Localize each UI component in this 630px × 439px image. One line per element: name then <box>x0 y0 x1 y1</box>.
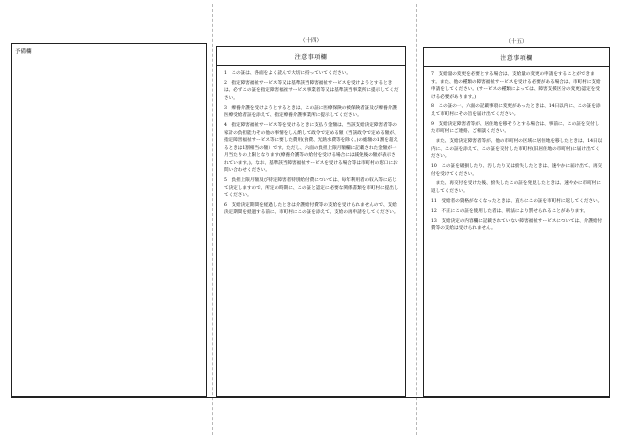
note-item: また、再交付を受けた後、紛失したこの証を発見したときは、速やかに市町村に返してください。 <box>431 181 601 194</box>
memo-panel <box>11 43 207 397</box>
note-item: 8 この証の一、六面の記載事項に変更があったときは、14日以内に、この証を添えて市町村にその旨を届け出てください。 <box>431 104 601 117</box>
note-item: 6 支給決定期間を経過したときは介護給付費等の支給を受けられませんので、支給決定期間を経過する前に、市町村にこの証を添えて、支給の再申請をしてください。 <box>224 202 399 216</box>
page-number-14: （十四） <box>299 38 322 44</box>
note-item: 7 支給量の変更を必要とする場合は、支給量の変更の申請をすることができます。また、他の種類の障害福祉サービスを受ける必要がある場合は、市町村に支給申請をしてください。(サービスの種類によっては、障害支援区分の変更)認定を受ける必要があります。) <box>431 72 601 100</box>
notes-panel-right <box>423 47 610 397</box>
bottom-rule <box>11 397 610 398</box>
note-item: 12 不正にこの証を使用した者は、刑法により罰せられることがあります。 <box>431 208 589 214</box>
note-item: 5 負担上限月額及び特定障害者特別給付費については、毎年利用者の収入等に応じて決定しますので、所定の時期に、この証と認定に必要な関係書類を市町村に提出してください。 <box>224 178 399 199</box>
note-item: 9 支給決定障害者等が、居住地を移そうとする場合は、事前に、この証を交付した市町村にご連絡、ご相談ください。 <box>431 121 600 135</box>
fold-line-left <box>212 4 213 435</box>
notes-list-right <box>431 71 603 233</box>
notes-list-middle <box>224 70 399 217</box>
note-item: また、支給決定障害者等が、他の市町村の区域に居住地を移したときは、14日以内に、この証を添えて、この証を交付した市町村(旧居住地の市町村)に届け出てください。 <box>431 139 603 160</box>
note-item: 4 指定障害福祉サービス等を受けるときに支払う金額は、当該支給決定障害者等の家計の負担能力その他の事情をしん酌して政令で定める額（当該政令で定める額が、指定障害福祉サービス等に要した費用(食費、光熱水費等を除く。)の総額の1割を超えるときは1割相当の額）です。ただし、六面の負担上限月額欄に記載された金額が一月当たりの上限となります(療養介護等の給付を受ける場合には減免後の額が表示されています。)。なお、基準該当障害福祉サービスを受ける場合等は市町村の窓口にお問い合わせください。 <box>224 123 399 174</box>
note-item: 10 この証を破損したり、汚したり又は紛失したときは、速やかに届け出て、再交付を受けてください。 <box>431 164 603 177</box>
note-item: 2 指定障害福祉サービス等又は基準該当障害福祉サービスを受けようとするときは、必ずこの証を指定障害福祉サービス事業者等又は基準該当事業所に提示してください。 <box>224 80 399 101</box>
note-item: 13 支給決定の内容欄に記載されていない障害福祉サービスについては、介護給付費等の支給は受けられません。 <box>431 218 603 232</box>
note-item: 3 療養介護を受けようとするときは、この証に医療保険の被保険者証及び療養介護医療受給者証を添えて、指定療養介護事業所に提示してください。 <box>224 105 397 119</box>
memo-panel-label: 予備欄 <box>15 49 32 55</box>
note-item: 1 この証は、各面をよく読んで大切に持っていてください。 <box>224 71 351 76</box>
notes-heading-middle: 注意事項欄 <box>217 47 405 66</box>
notes-heading-right: 注意事項欄 <box>424 48 609 67</box>
page-number-15: （十五） <box>505 39 528 45</box>
note-item: 11 受給者の資格がなくなったときは、直ちにこの証を市町村に返してください。 <box>431 198 603 204</box>
notes-panel-middle <box>216 46 406 397</box>
fold-line-right <box>416 4 417 435</box>
